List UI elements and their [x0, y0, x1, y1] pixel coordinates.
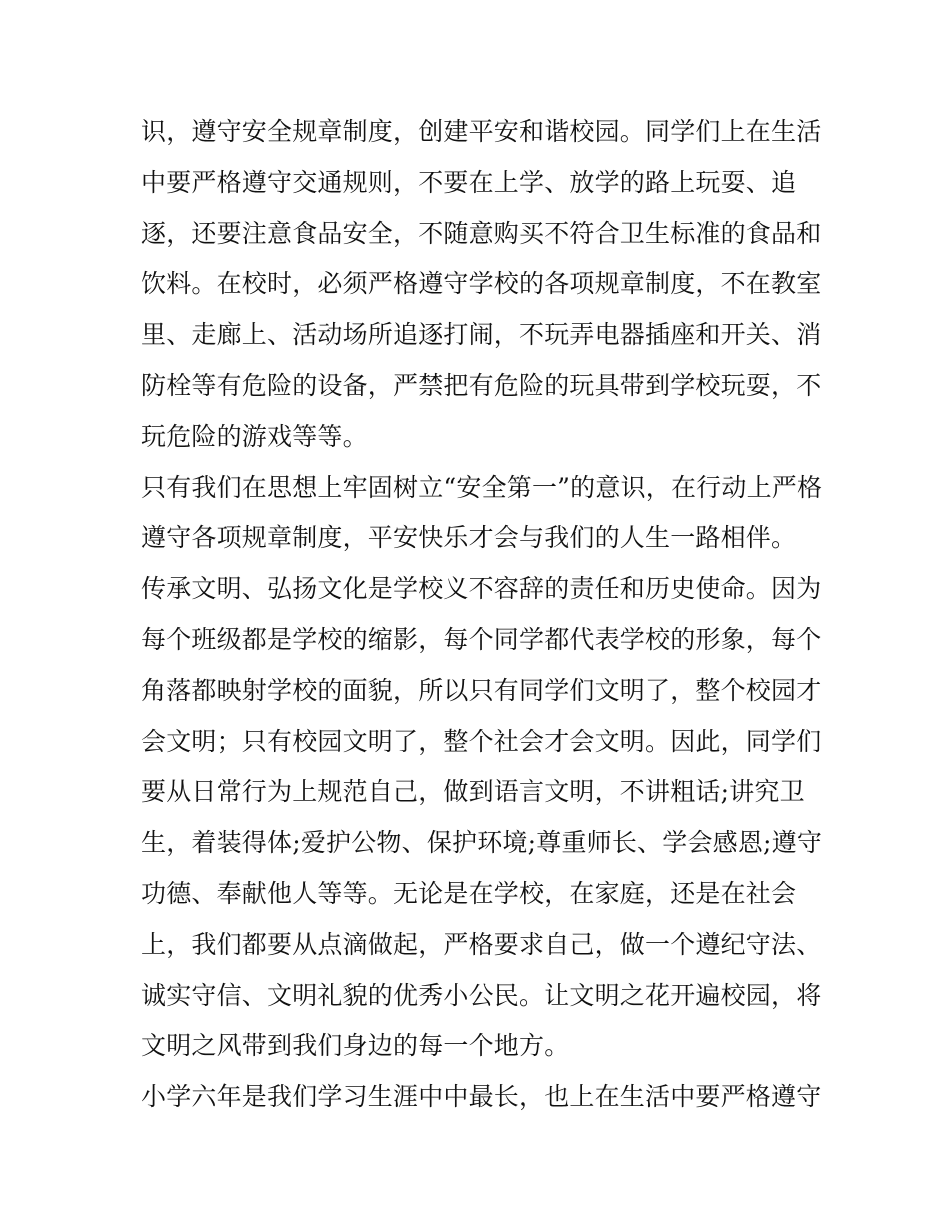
text-line: 文明之风带到我们身边的每一个地方。 [141, 1031, 570, 1061]
text-line: 诚实守信、文明礼貌的优秀小公民。让文明之花开遍校园，将 [141, 980, 822, 1010]
text-line: 逐，还要注意食品安全，不随意购买不符合卫生标准的食品和 [141, 218, 822, 248]
text-line: 生，着装得体;爱护公物、保护环境;尊重师长、学会感恩;遵守 [141, 828, 823, 858]
text-line: 遵守各项规章制度，平安快乐才会与我们的人生一路相伴。 [141, 523, 797, 553]
text-line: 角落都映射学校的面貌，所以只有同学们文明了，整个校园才 [141, 675, 822, 705]
text-line: 防栓等有危险的设备，严禁把有危险的玩具带到学校玩耍，不 [141, 370, 822, 400]
text-line: 只有我们在思想上牢固树立“安全第一”的意识，在行动上严格 [141, 472, 823, 502]
text-line: 中要严格遵守交通规则，不要在上学、放学的路上玩耍、追 [141, 167, 797, 197]
text-line: 上，我们都要从点滴做起，严格要求自己，做一个遵纪守法、 [141, 929, 822, 959]
text-line: 功德、奉献他人等等。无论是在学校，在家庭，还是在社会 [141, 878, 797, 908]
text-line: 饮料。在校时，必须严格遵守学校的各项规章制度，不在教室 [141, 269, 822, 299]
text-line: 要从日常行为上规范自己，做到语言文明，不讲粗话;讲究卫 [141, 777, 805, 807]
document-body [141, 107, 821, 1123]
text-line: 里、走廊上、活动场所追逐打闹，不玩弄电器插座和开关、消 [141, 320, 822, 350]
text-line: 会文明；只有校园文明了，整个社会才会文明。因此，同学们 [141, 726, 822, 756]
text-line: 小学六年是我们学习生涯中中最长，也上在生活中要严格遵守 [141, 1082, 822, 1112]
text-line: 传承文明、弘扬文化是学校义不容辞的责任和历史使命。因为 [141, 574, 822, 604]
text-line: 识，遵守安全规章制度，创建平安和谐校园。同学们上在生活 [141, 117, 822, 146]
text-line: 玩危险的游戏等等。 [141, 421, 368, 451]
text-line: 每个班级都是学校的缩影，每个同学都代表学校的形象，每个 [141, 624, 822, 654]
